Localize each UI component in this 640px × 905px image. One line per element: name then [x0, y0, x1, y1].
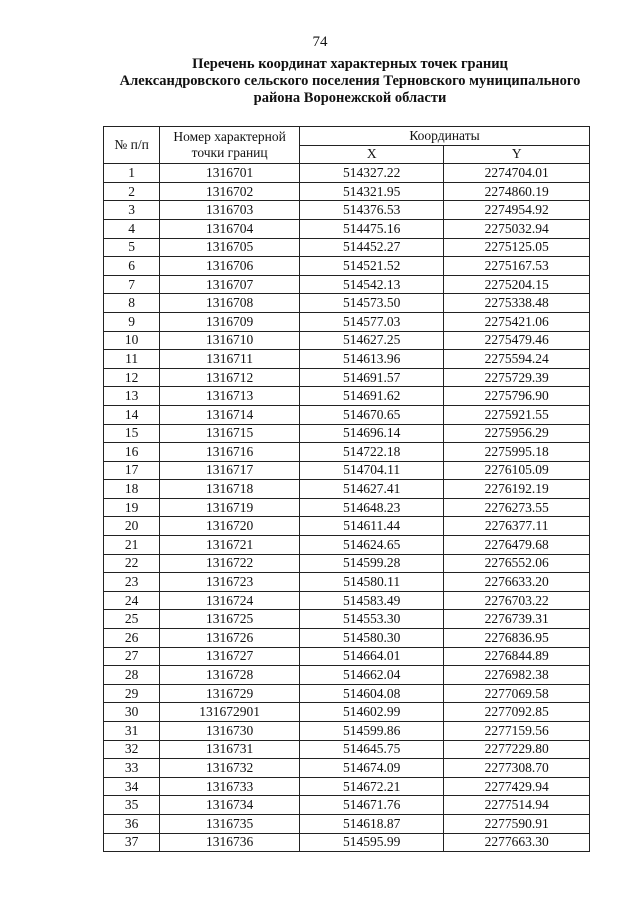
coord-y: 2277308.70 [444, 759, 590, 778]
coord-x: 514611.44 [300, 517, 444, 536]
table-row [104, 703, 590, 722]
row-num: 9 [104, 312, 160, 331]
table-row [104, 777, 590, 796]
coord-y: 2276377.11 [444, 517, 590, 536]
header-point-code-line-1: Номер характерной [173, 129, 286, 145]
title-line-1: Перечень координат характерных точек границ [192, 56, 508, 72]
coord-y: 2276836.95 [444, 629, 590, 648]
table-row [104, 629, 590, 648]
coord-x: 514452.27 [300, 238, 444, 257]
row-num: 27 [104, 647, 160, 666]
table-row [104, 424, 590, 443]
point-code: 1316724 [160, 591, 300, 610]
row-num: 35 [104, 796, 160, 815]
table-row [104, 219, 590, 238]
row-num: 25 [104, 610, 160, 629]
table-row [104, 182, 590, 201]
coord-y: 2275995.18 [444, 443, 590, 462]
coord-x: 514624.65 [300, 536, 444, 555]
table-row [104, 498, 590, 517]
coord-x: 514671.76 [300, 796, 444, 815]
coord-y: 2276192.19 [444, 480, 590, 499]
row-num: 24 [104, 591, 160, 610]
coord-x: 514691.62 [300, 387, 444, 406]
point-code: 1316733 [160, 777, 300, 796]
point-code: 1316722 [160, 554, 300, 573]
table-row [104, 647, 590, 666]
table-row [104, 591, 590, 610]
coord-y: 2276273.55 [444, 498, 590, 517]
coord-y: 2276844.89 [444, 647, 590, 666]
table-row [104, 517, 590, 536]
point-code: 1316712 [160, 368, 300, 387]
row-num: 1 [104, 164, 160, 183]
point-code: 1316732 [160, 759, 300, 778]
coord-x: 514722.18 [300, 443, 444, 462]
coord-y: 2276479.68 [444, 536, 590, 555]
row-num: 31 [104, 722, 160, 741]
table-row [104, 368, 590, 387]
row-num: 22 [104, 554, 160, 573]
coord-x: 514580.11 [300, 573, 444, 592]
table-row [104, 443, 590, 462]
table-row [104, 461, 590, 480]
row-num: 26 [104, 629, 160, 648]
coord-x: 514327.22 [300, 164, 444, 183]
coord-x: 514580.30 [300, 629, 444, 648]
coord-y: 2275956.29 [444, 424, 590, 443]
point-code: 1316721 [160, 536, 300, 555]
table-row [104, 480, 590, 499]
coord-y: 2277429.94 [444, 777, 590, 796]
coordinates-table [103, 126, 590, 852]
row-num: 29 [104, 684, 160, 703]
coord-x: 514599.86 [300, 722, 444, 741]
row-num: 8 [104, 294, 160, 313]
point-code: 1316723 [160, 573, 300, 592]
row-num: 30 [104, 703, 160, 722]
row-num: 19 [104, 498, 160, 517]
table-row [104, 294, 590, 313]
row-num: 3 [104, 201, 160, 220]
coord-y: 2275167.53 [444, 257, 590, 276]
table-row [104, 536, 590, 555]
coord-y: 2275796.90 [444, 387, 590, 406]
point-code: 1316725 [160, 610, 300, 629]
coord-y: 2275421.06 [444, 312, 590, 331]
header-point-code [160, 127, 300, 164]
coord-x: 514376.53 [300, 201, 444, 220]
header-point-code-line-2: точки границ [191, 145, 268, 161]
row-num: 2 [104, 182, 160, 201]
coord-x: 514613.96 [300, 350, 444, 369]
coord-x: 514670.65 [300, 405, 444, 424]
point-code: 1316718 [160, 480, 300, 499]
table-row [104, 331, 590, 350]
coord-y: 2276703.22 [444, 591, 590, 610]
coord-y: 2275338.48 [444, 294, 590, 313]
coord-y: 2277663.30 [444, 833, 590, 852]
row-num: 13 [104, 387, 160, 406]
row-num: 33 [104, 759, 160, 778]
row-num: 4 [104, 219, 160, 238]
coord-y: 2276739.31 [444, 610, 590, 629]
row-num: 6 [104, 257, 160, 276]
coord-x: 514627.41 [300, 480, 444, 499]
table-row [104, 312, 590, 331]
point-code: 1316707 [160, 275, 300, 294]
table-row [104, 684, 590, 703]
coord-x: 514672.21 [300, 777, 444, 796]
row-num: 18 [104, 480, 160, 499]
coord-x: 514599.28 [300, 554, 444, 573]
coord-x: 514604.08 [300, 684, 444, 703]
row-num: 20 [104, 517, 160, 536]
table-row [104, 740, 590, 759]
point-code: 1316729 [160, 684, 300, 703]
coord-y: 2276633.20 [444, 573, 590, 592]
point-code: 1316709 [160, 312, 300, 331]
point-code: 1316727 [160, 647, 300, 666]
document-title [100, 56, 600, 107]
coord-y: 2275729.39 [444, 368, 590, 387]
coord-y: 2274860.19 [444, 182, 590, 201]
row-num: 37 [104, 833, 160, 852]
coord-x: 514648.23 [300, 498, 444, 517]
point-code: 1316714 [160, 405, 300, 424]
coord-x: 514595.99 [300, 833, 444, 852]
title-line-3: района Воронежской области [253, 90, 447, 106]
point-code: 1316717 [160, 461, 300, 480]
row-num: 5 [104, 238, 160, 257]
table-row [104, 573, 590, 592]
point-code: 1316716 [160, 443, 300, 462]
point-code: 1316713 [160, 387, 300, 406]
header-y: Y [444, 145, 590, 164]
coord-y: 2277069.58 [444, 684, 590, 703]
table-row [104, 722, 590, 741]
row-num: 32 [104, 740, 160, 759]
row-num: 23 [104, 573, 160, 592]
header-x: X [300, 145, 444, 164]
coord-x: 514627.25 [300, 331, 444, 350]
coord-x: 514645.75 [300, 740, 444, 759]
point-code: 1316703 [160, 201, 300, 220]
point-code: 1316710 [160, 331, 300, 350]
table-row [104, 350, 590, 369]
coord-y: 2275032.94 [444, 219, 590, 238]
table-row [104, 796, 590, 815]
coord-x: 514553.30 [300, 610, 444, 629]
row-num: 15 [104, 424, 160, 443]
row-num: 12 [104, 368, 160, 387]
row-num: 36 [104, 814, 160, 833]
table-row [104, 238, 590, 257]
coord-y: 2275125.05 [444, 238, 590, 257]
coord-x: 514321.95 [300, 182, 444, 201]
table-row [104, 405, 590, 424]
coord-x: 514704.11 [300, 461, 444, 480]
point-code: 1316735 [160, 814, 300, 833]
table-row [104, 164, 590, 183]
table-row [104, 275, 590, 294]
table-row [104, 833, 590, 852]
point-code: 1316730 [160, 722, 300, 741]
point-code: 1316702 [160, 182, 300, 201]
coord-x: 514521.52 [300, 257, 444, 276]
coord-x: 514542.13 [300, 275, 444, 294]
point-code: 1316705 [160, 238, 300, 257]
row-num: 14 [104, 405, 160, 424]
row-num: 21 [104, 536, 160, 555]
coord-x: 514475.16 [300, 219, 444, 238]
coord-y: 2274704.01 [444, 164, 590, 183]
coord-x: 514602.99 [300, 703, 444, 722]
coord-x: 514674.09 [300, 759, 444, 778]
coord-y: 2276982.38 [444, 666, 590, 685]
table-row [104, 201, 590, 220]
coord-y: 2275204.15 [444, 275, 590, 294]
point-code: 1316701 [160, 164, 300, 183]
coord-y: 2276105.09 [444, 461, 590, 480]
table-header-row [104, 127, 590, 146]
coord-x: 514662.04 [300, 666, 444, 685]
point-code: 1316711 [160, 350, 300, 369]
point-code: 131672901 [160, 703, 300, 722]
point-code: 1316706 [160, 257, 300, 276]
table-row [104, 610, 590, 629]
coord-y: 2277159.56 [444, 722, 590, 741]
table-row [104, 387, 590, 406]
table-row [104, 257, 590, 276]
point-code: 1316736 [160, 833, 300, 852]
row-num: 34 [104, 777, 160, 796]
coord-x: 514573.50 [300, 294, 444, 313]
coord-x: 514691.57 [300, 368, 444, 387]
coord-y: 2277514.94 [444, 796, 590, 815]
point-code: 1316731 [160, 740, 300, 759]
coord-y: 2277590.91 [444, 814, 590, 833]
coord-y: 2277092.85 [444, 703, 590, 722]
row-num: 28 [104, 666, 160, 685]
row-num: 11 [104, 350, 160, 369]
table-row [104, 666, 590, 685]
coord-x: 514664.01 [300, 647, 444, 666]
row-num: 7 [104, 275, 160, 294]
title-line-2: Александровского сельского поселения Терновского муниципального [119, 73, 581, 89]
point-code: 1316726 [160, 629, 300, 648]
point-code: 1316708 [160, 294, 300, 313]
coord-y: 2274954.92 [444, 201, 590, 220]
row-num: 16 [104, 443, 160, 462]
page-number: 74 [312, 34, 328, 50]
coord-x: 514696.14 [300, 424, 444, 443]
header-num: № п/п [104, 127, 160, 164]
point-code: 1316704 [160, 219, 300, 238]
point-code: 1316720 [160, 517, 300, 536]
coord-y: 2277229.80 [444, 740, 590, 759]
row-num: 17 [104, 461, 160, 480]
table-row [104, 554, 590, 573]
coord-y: 2275921.55 [444, 405, 590, 424]
point-code: 1316728 [160, 666, 300, 685]
coord-y: 2275479.46 [444, 331, 590, 350]
row-num: 10 [104, 331, 160, 350]
table-row [104, 759, 590, 778]
coord-x: 514577.03 [300, 312, 444, 331]
coord-y: 2276552.06 [444, 554, 590, 573]
coord-x: 514618.87 [300, 814, 444, 833]
point-code: 1316719 [160, 498, 300, 517]
point-code: 1316734 [160, 796, 300, 815]
table-row [104, 814, 590, 833]
table-body [104, 164, 590, 852]
coord-y: 2275594.24 [444, 350, 590, 369]
header-coordinates: Координаты [300, 127, 590, 146]
coord-x: 514583.49 [300, 591, 444, 610]
point-code: 1316715 [160, 424, 300, 443]
